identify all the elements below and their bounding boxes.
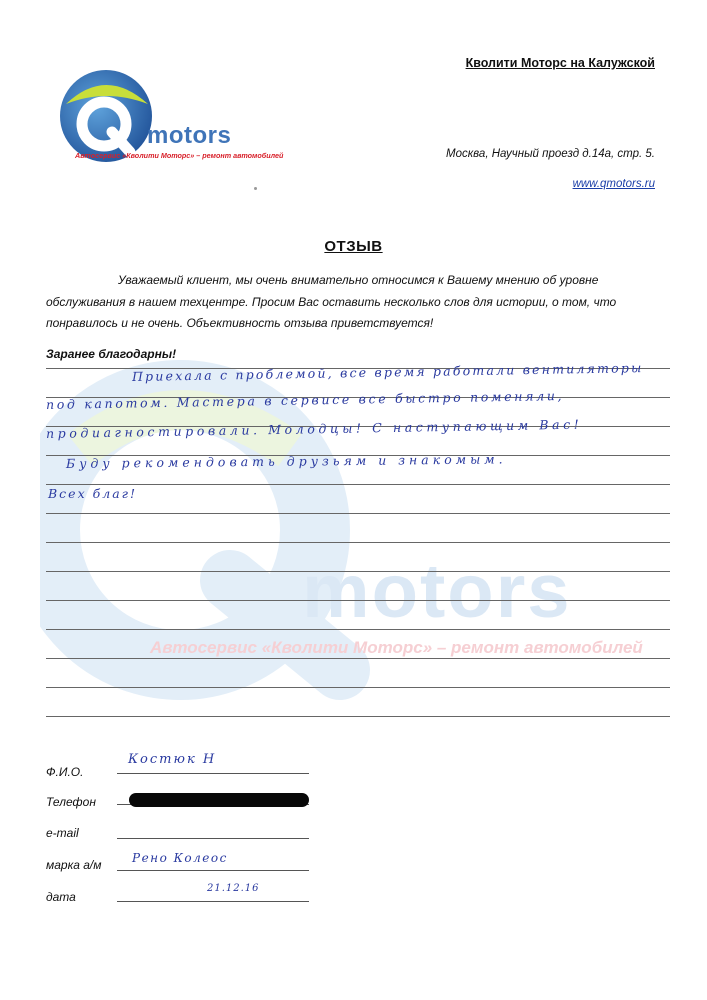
watermark-brand: motors xyxy=(302,549,572,634)
website-link[interactable]: www.qmotors.ru xyxy=(572,178,655,190)
ruled-line xyxy=(46,571,670,572)
logo-tagline: Автосервис «Кволити Моторс» – ремонт автомобилей xyxy=(75,151,284,160)
ruled-line xyxy=(46,513,670,514)
logo-brand-text: motors xyxy=(147,122,232,149)
company-address: Москва, Научный проезд д.14а, стр. 5. xyxy=(446,148,655,160)
ruled-line xyxy=(46,484,670,485)
field-label-phone: Телефон xyxy=(46,795,96,809)
field-line-email xyxy=(117,838,309,839)
field-label-car: марка а/м xyxy=(46,858,102,872)
ruled-line xyxy=(46,716,670,717)
watermark-tagline: Автосервис «Кволити Моторс» – ремонт автомобилей xyxy=(150,638,643,657)
phone-redaction xyxy=(129,793,309,807)
page-title: ОТЗЫВ xyxy=(324,238,383,255)
field-line-name xyxy=(117,773,309,774)
review-line: под капотом. Мастера в сервисе все быстро поменяли, xyxy=(45,387,565,412)
field-line-date xyxy=(117,901,309,902)
field-label-name: Ф.И.О. xyxy=(46,765,84,779)
review-line: Всех благ! xyxy=(48,486,137,501)
field-label-date: дата xyxy=(46,890,76,904)
ruled-line xyxy=(46,658,670,659)
watermark-q-logo xyxy=(40,330,700,730)
ruled-line xyxy=(46,542,670,543)
ruled-line xyxy=(46,600,670,601)
field-label-email: e-mail xyxy=(46,826,79,840)
field-value-name: Костюк Н xyxy=(128,752,217,767)
thanks-text: Заранее благодарны! xyxy=(46,347,177,361)
review-line: Буду рекомендовать друзьям и знакомым. xyxy=(65,451,507,471)
ruled-line xyxy=(46,629,670,630)
field-line-car xyxy=(117,870,309,871)
field-value-date: 21.12.16 xyxy=(207,883,260,894)
ruled-line xyxy=(46,687,670,688)
company-name: Кволити Моторс на Калужской xyxy=(465,56,655,70)
scan-dot xyxy=(254,187,257,190)
field-value-car: Рено Колеос xyxy=(132,851,228,865)
review-line: Приехала с проблемой, все время работали вентиляторы xyxy=(131,360,644,384)
intro-text: Уважаемый клиент, мы очень внимательно относимся к Вашему мнению об уровне обслуживания в нашем техцентре. Просим Вас оставить несколько слов для истории, о том, что понравилось и не очень. Объективность отзыва приветствуется! xyxy=(46,273,617,330)
review-line: продиагностировали. Молодцы! С наступающим Вас! xyxy=(45,416,583,441)
